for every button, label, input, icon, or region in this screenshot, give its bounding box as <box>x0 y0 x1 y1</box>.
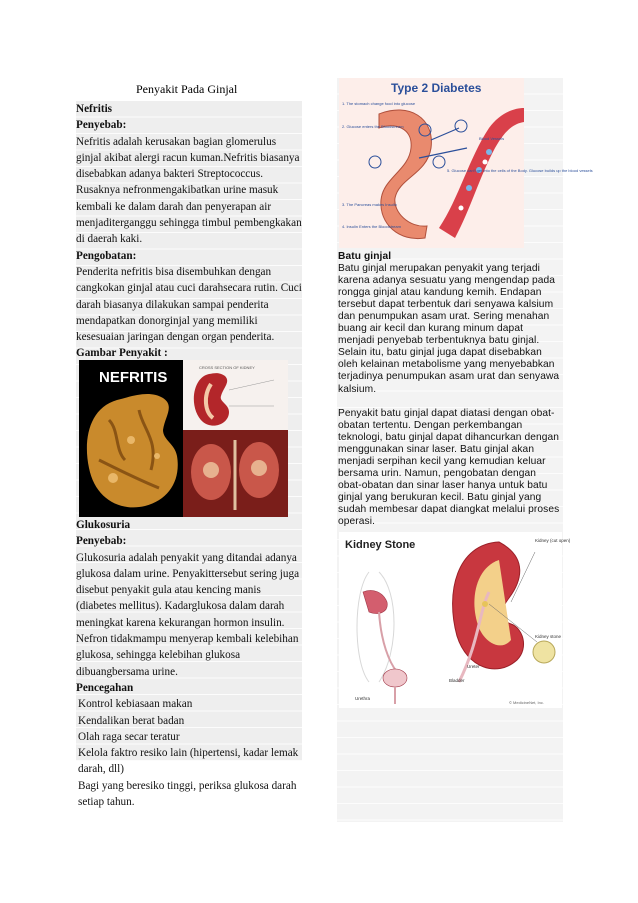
prevention-item: Kontrol kebiasaan makan <box>78 698 193 711</box>
batu-ginjal-paragraph-1: Batu ginjal merupakan penyakit yang terjadi karena adanya sesuatu yang mengendap pada rongga ginjal atau kandung kemih. Endapan tersebut dapat terbentuk dari senyawa kalsium dan penumpukan asam urat. Sering menahan buang air kecil dan kurang minum dapat menjadi penyebab terbentuknya batu ginjal. Selain itu, batu ginjal juga dapat disebabkan oleh kelainan metabolisme yang menyebabkan terjadinya penumpukan asam urat dan senyawa kalsium. <box>338 263 560 395</box>
diabetes-step: 2. Glucose enters the Bloodstream <box>342 124 404 129</box>
nefritis-treatment-heading: Pengobatan: <box>76 249 137 262</box>
urethra-label: Urethra <box>355 696 371 701</box>
kidney-stone-title: Kidney Stone <box>345 539 416 551</box>
glukosuria-cause-heading: Penyebab: <box>76 535 127 548</box>
prevention-item: Kendalikan berat badan <box>78 714 185 727</box>
right-column <box>337 78 593 822</box>
diabetes-step: 1. The stomach change food into glucose <box>342 101 416 106</box>
diabetes-step: 5. Glucose can't get into the cells of the Body. Glucose builds up the blood vessels <box>447 168 593 173</box>
kidney-stone-diagram <box>339 532 571 708</box>
batu-ginjal-paragraph-2: Penyakit batu ginjal dapat diatasi dengan obat-obatan tertentu. Dengan perkembangan teknologi, batu ginjal dapat dihancurkan dengan menggunakan sinar laser. Batu ginjal akan menjadi serpihan kecil yang kemudian keluar bersama urin. Namun, pengobatan dengan obat-obatan dan sinar laser hanya untuk batu ginjal yang berukuran kecil. Batu ginjal yang sudah membesar dapat diangkat melalui proses operasi. <box>338 407 560 527</box>
type2-diabetes-diagram <box>339 78 593 248</box>
diagram-caption: CROSS SECTION OF KIDNEY <box>199 365 255 370</box>
nefritis-heading: Nefritis <box>76 103 113 115</box>
glukosuria-heading: Glukosuria <box>76 519 131 531</box>
diabetes-step: 4. Insulin Enters the Bloodstream <box>342 224 401 229</box>
nefritis-section <box>76 101 302 362</box>
ureter-label: Ureter <box>467 664 480 669</box>
glukosuria-cause-text: Glukosuria adalah penyakit yang ditandai adanya glukosa dalam urine. Penyakittersebut sering juga disebut penyakit gula atau kencing manis (diabetes mellitus). Kadarglukosa dalam darah meningkat karena kekurangan hormon insulin. Nefron tidakmampu menyerap kembali kelebihan glukosa, sehingga kelebihan glukosa dibuangbersama urine. <box>76 551 300 678</box>
nefritis-treatment-text: Penderita nefritis bisa disembuhkan dengan cangkokan ginjal atau cuci darahsecara rutin. Cuci darah biasanya dilakukan sampai penderita mendapatkan donorginjal yang memiliki kesesuaian jaringan dengan organ penderita. <box>76 265 302 344</box>
nefritis-cause-text: Nefritis adalah kerusakan bagian glomerulus ginjal akibat alergi racun kuman.Nefritis biasanya disebabkan adanya bakteri Streptococcus. Rusaknya nefronmengakibatkan urine masuk kembali ke dalam darah dan penyerapan air menjaditerganggu sehingga timbul pembengkakan di daerah kaki. <box>76 135 302 246</box>
document-title: Penyakit Pada Ginjal <box>136 82 238 96</box>
nefritis-kidney-photo <box>79 360 288 517</box>
prevention-item: Olah raga secar teratur <box>78 730 180 743</box>
nefritis-cause-heading: Penyebab: <box>76 119 127 132</box>
left-column <box>76 101 302 809</box>
blood-vessel-label: Blood Vessels <box>479 136 505 141</box>
prevention-heading: Pencegahan <box>76 681 134 694</box>
batu-ginjal-section <box>338 251 562 528</box>
bladder-label: Bladder <box>449 678 465 683</box>
stone-label: Kidney stone <box>535 634 562 639</box>
image-credit: © MedicineNet, Inc. <box>509 700 544 705</box>
batu-ginjal-heading: Batu ginjal <box>338 251 392 262</box>
prevention-item: Bagi yang beresiko tinggi, periksa glukosa darah setiap tahun. <box>78 779 297 809</box>
image-heading: Gambar Penyakit : <box>76 347 168 360</box>
diabetes-image-title: Type 2 Diabetes <box>391 81 482 95</box>
prevention-item: Kelola faktro resiko lain (hipertensi, kadar lemak darah, dll) <box>78 747 299 776</box>
paragraph-spacer <box>338 396 562 408</box>
kidney-label: Kidney (cut open) <box>535 538 571 543</box>
glukosuria-section <box>76 517 302 810</box>
diabetes-step: 3. The Pancreas makes Insulin <box>342 202 397 207</box>
nefritis-image-label: NEFRITIS <box>99 369 168 386</box>
